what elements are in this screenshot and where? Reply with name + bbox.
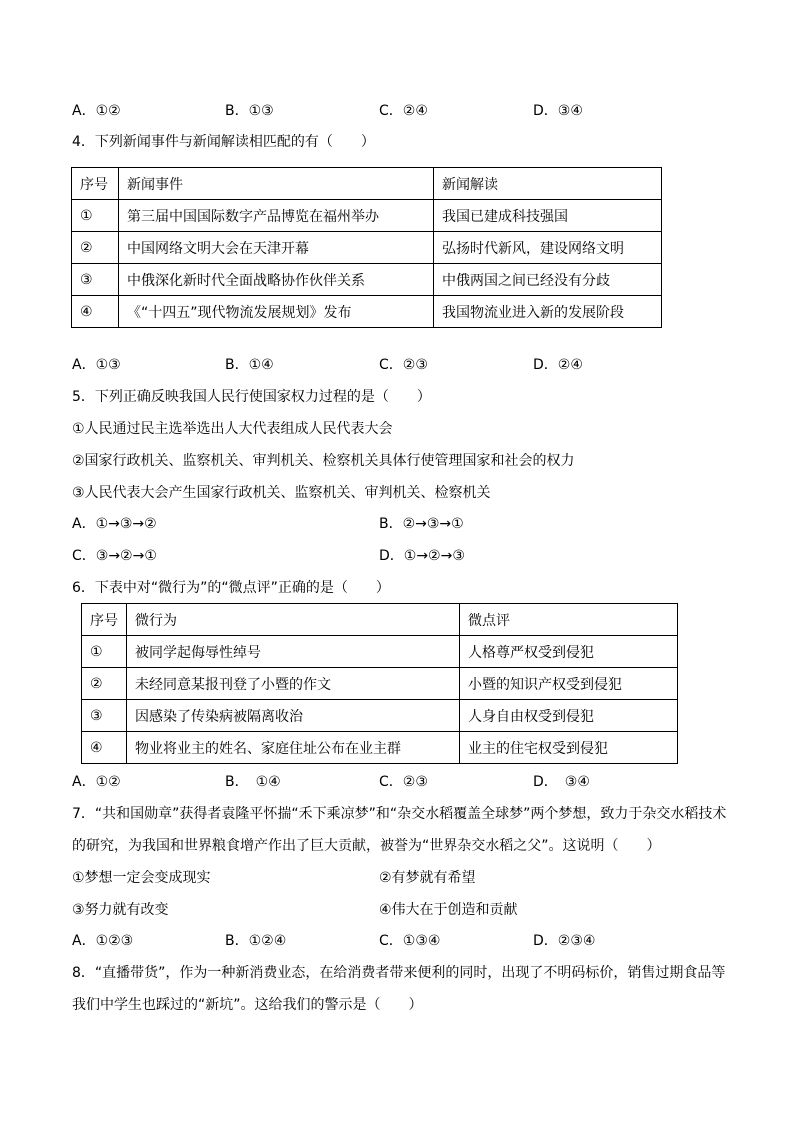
table-cell: ①	[82, 636, 127, 668]
q7-option-d[interactable]: D．②③④	[533, 933, 596, 949]
table-cell: ②	[72, 232, 119, 264]
table-cell: ②	[82, 668, 127, 700]
q4-option-c[interactable]: C．②③	[379, 357, 428, 373]
table-cell: 弘扬时代新风，建设网络文明	[434, 232, 662, 264]
table-header-cell: 序号	[72, 168, 119, 200]
table-row	[72, 264, 662, 296]
table-cell: 中俄两国之间已经没有分歧	[434, 264, 662, 296]
q8-stem-line-2: 我们中学生也踩过的“新坑”。这给我们的警示是（ ）	[72, 997, 423, 1013]
table-header-row	[72, 168, 662, 200]
table-cell: 《“十四五”现代物流发展规划》发布	[119, 296, 434, 328]
q7-option-b[interactable]: B．①②④	[225, 933, 287, 949]
table-cell: 小暨的知识产权受到侵犯	[460, 668, 678, 700]
table-row	[82, 636, 678, 668]
q6-option-d[interactable]: D． ③④	[533, 774, 590, 790]
q7-option-c[interactable]: C．①③④	[379, 933, 441, 949]
q4-option-a[interactable]: A．①③	[72, 357, 121, 373]
q7-statement-1: ①梦想一定会变成现实	[72, 870, 211, 886]
q3-option-c[interactable]: C．②④	[379, 103, 428, 119]
table-row	[82, 700, 678, 732]
table-cell: 未经同意某报刊登了小暨的作文	[127, 668, 460, 700]
q5-option-b[interactable]: B．②→③→①	[379, 516, 464, 532]
table-cell: 中俄深化新时代全面战略协作伙伴关系	[119, 264, 434, 296]
q5-option-d[interactable]: D．①→②→③	[379, 548, 465, 564]
q7-option-a[interactable]: A．①②③	[72, 933, 134, 949]
q6-stem: 6．下表中对“微行为”的“微点评”正确的是（ ）	[72, 580, 390, 596]
q5-option-a[interactable]: A．①→③→②	[72, 516, 157, 532]
table-row	[72, 232, 662, 264]
table-header-cell: 微点评	[460, 604, 678, 636]
table-cell: 物业将业主的姓名、家庭住址公布在业主群	[127, 732, 460, 764]
table-header-cell: 序号	[82, 604, 127, 636]
q4-stem: 4．下列新闻事件与新闻解读相匹配的有（ ）	[72, 134, 375, 150]
table-cell: ④	[82, 732, 127, 764]
table-cell: ④	[72, 296, 119, 328]
table-cell: ③	[72, 264, 119, 296]
table-row	[82, 668, 678, 700]
table-cell: 我国物流业进入新的发展阶段	[434, 296, 662, 328]
table-cell: 中国网络文明大会在天津开幕	[119, 232, 434, 264]
q5-statement-3: ③人民代表大会产生国家行政机关、监察机关、审判机关、检察机关	[72, 485, 491, 501]
q7-stem-line-1: 7．“共和国勋章”获得者袁隆平怀揣“禾下乘凉梦”和“杂交水稻覆盖全球梦”两个梦想，致力于杂交水稻技术	[72, 806, 727, 822]
q3-option-d[interactable]: D．③④	[533, 103, 583, 119]
table-cell: 被同学起侮辱性绰号	[127, 636, 460, 668]
table-header-cell: 微行为	[127, 604, 460, 636]
q4-option-b[interactable]: B．①④	[225, 357, 274, 373]
table-header-row	[82, 604, 678, 636]
table-cell: ①	[72, 200, 119, 232]
table-row	[82, 732, 678, 764]
table-row	[72, 296, 662, 328]
q5-stem: 5．下列正确反映我国人民行使国家权力过程的是（ ）	[72, 389, 431, 405]
q6-option-c[interactable]: C．②③	[379, 774, 428, 790]
q6-option-b[interactable]: B． ①④	[225, 774, 281, 790]
table-cell: 我国已建成科技强国	[434, 200, 662, 232]
q5-statement-1: ①人民通过民主选举选出人大代表组成人民代表大会	[72, 421, 393, 437]
table-header-cell: 新闻事件	[119, 168, 434, 200]
table-cell: ③	[82, 700, 127, 732]
table-cell: 人格尊严权受到侵犯	[460, 636, 678, 668]
table-cell: 人身自由权受到侵犯	[460, 700, 678, 732]
q7-statement-4: ④伟大在于创造和贡献	[379, 902, 518, 918]
table-header-cell: 新闻解读	[434, 168, 662, 200]
q5-statement-2: ②国家行政机关、监察机关、审判机关、检察机关具体行使管理国家和社会的权力	[72, 453, 575, 469]
table-cell: 业主的住宅权受到侵犯	[460, 732, 678, 764]
table-cell: 第三届中国国际数字产品博览在福州举办	[119, 200, 434, 232]
q7-statement-3: ③努力就有改变	[72, 902, 169, 918]
q4-option-d[interactable]: D．②④	[533, 357, 583, 373]
table-cell: 因感染了传染病被隔离收治	[127, 700, 460, 732]
q3-option-a[interactable]: A．①②	[72, 103, 121, 119]
q6-option-a[interactable]: A．①②	[72, 774, 121, 790]
q7-statement-2: ②有梦就有希望	[379, 870, 476, 886]
q3-option-b[interactable]: B．①③	[225, 103, 274, 119]
q8-stem-line-1: 8．“直播带货”，作为一种新消费业态，在给消费者带来便利的同时，出现了不明码标价，销售过期食品等	[72, 965, 726, 981]
table-row	[72, 200, 662, 232]
q7-stem-line-2: 的研究，为我国和世界粮食增产作出了巨大贡献，被誉为“世界杂交水稻之父”。这说明（ ）	[72, 838, 661, 854]
q5-option-c[interactable]: C．③→②→①	[72, 548, 157, 564]
q6-table	[81, 603, 678, 764]
q4-table	[71, 167, 662, 328]
